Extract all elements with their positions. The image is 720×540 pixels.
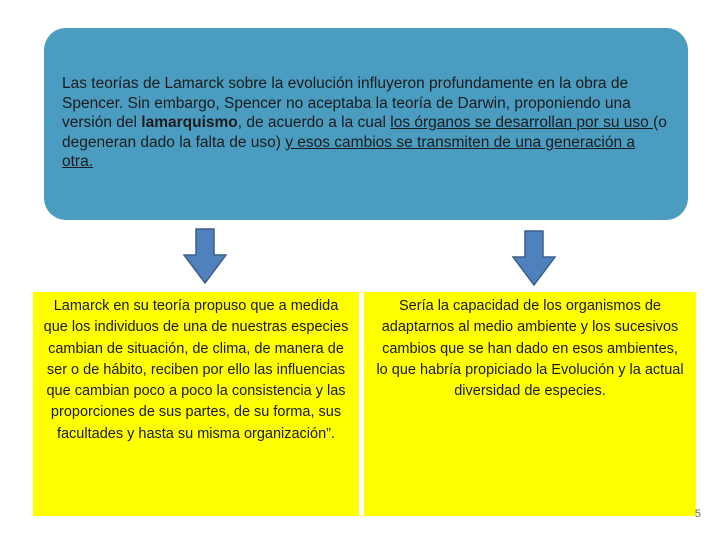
lamarck-theory-panel: [33, 292, 359, 516]
intro-box: [44, 28, 688, 220]
intro-part1: Las teorías de Lamarck sobre la evolución influyeron profundamente en la obra de Spencer. Sin embargo, Spencer no aceptaba la teoría de Darwin, proponiendo una versión del: [62, 75, 631, 131]
underlined-transmission-text: y esos cambios se transmiten de una generación a otra.: [62, 133, 636, 170]
underlined-organs-text: los órganos se desarrollan por su uso: [390, 114, 654, 131]
down-arrow-icon: [512, 230, 556, 286]
evolution-definition-panel: [364, 292, 696, 516]
slide-number: 5: [694, 508, 701, 520]
lamarck-theory-text: Lamarck en su teoría propuso que a medida que los individuos de una de nuestras especies cambian de situación, de clima, de manera de ser o de hábito, reciben por ello las influencias que cambian poco a poco la consistencia y las proporciones de sus partes, de su forma, sus facultades y hasta su misma organización”.: [43, 298, 349, 442]
evolution-definition-text: Sería la capacidad de los organismos de adaptarnos al medio ambiente y los sucesivos cambios que se han dado en esos ambientes, lo que habría propiciado la Evolución y la actual diversidad de especies.: [376, 298, 684, 400]
intro-part3: (o degeneran dado la falta de uso): [62, 114, 667, 151]
intro-text: [62, 74, 668, 172]
intro-part2: , de acuerdo a la cual: [237, 114, 391, 131]
lamarquismo-term: lamarquismo: [141, 114, 238, 131]
down-arrow-icon: [183, 228, 227, 284]
